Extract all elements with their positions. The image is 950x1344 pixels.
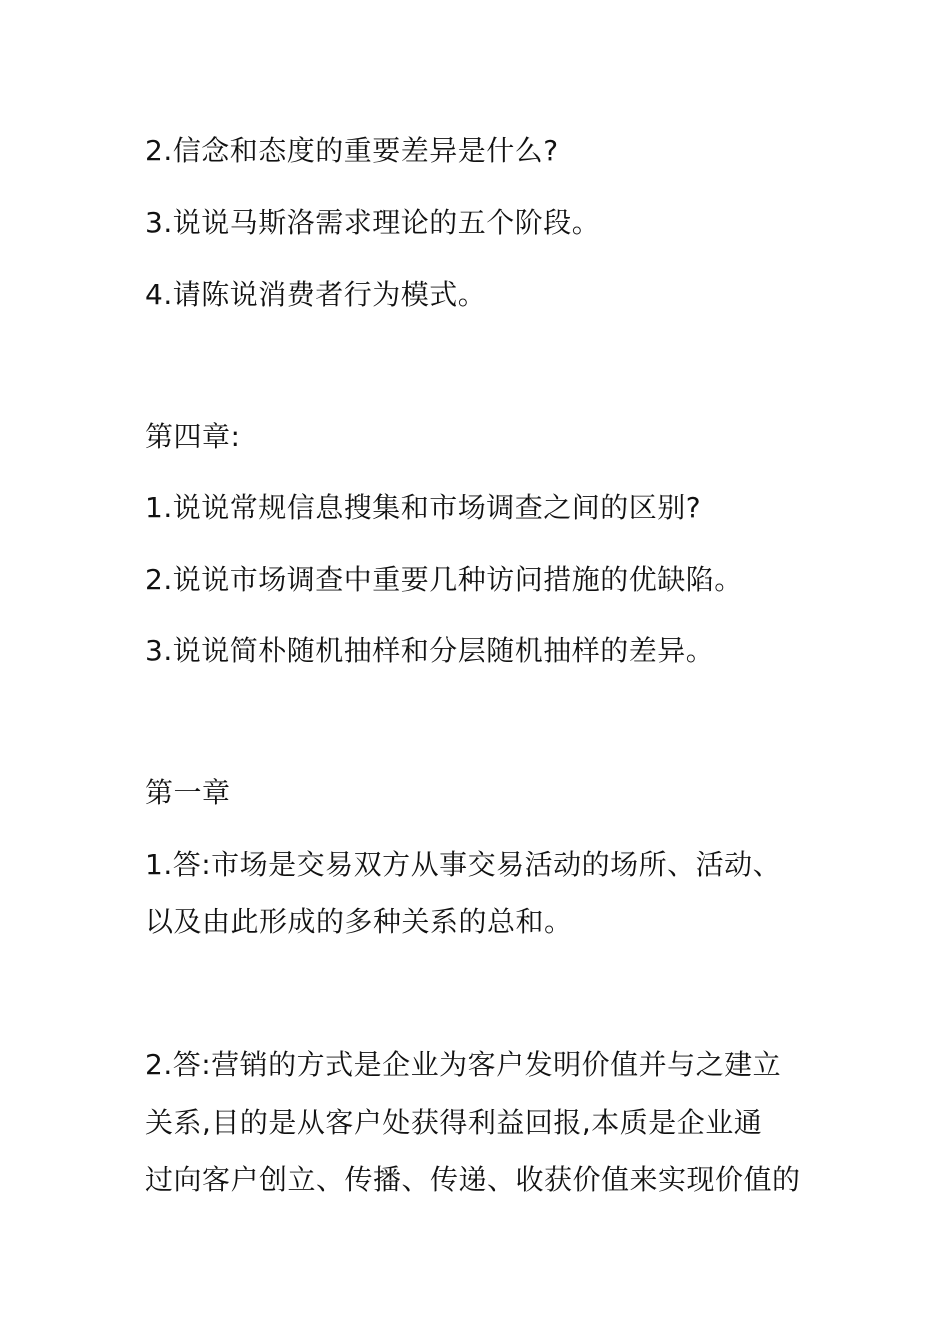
- answer-line: 关系,目的是从客户处获得利益回报,本质是企业通: [145, 1106, 763, 1139]
- question-line: 1.说说常规信息搜集和市场调查之间的区别?: [145, 491, 702, 524]
- question-line: 3.说说简朴随机抽样和分层随机抽样的差异。: [145, 634, 715, 667]
- answer-line: 以及由此形成的多种关系的总和。: [145, 905, 573, 938]
- question-line: 2.说说市场调查中重要几种访问措施的优缺陷。: [145, 563, 743, 596]
- answer-line: 1.答:市场是交易双方从事交易活动的场所、活动、: [145, 848, 782, 881]
- chapter-heading: 第一章: [145, 776, 231, 809]
- answer-line: 2.答:营销的方式是企业为客户发明价值并与之建立: [145, 1048, 782, 1081]
- question-line: 4.请陈说消费者行为模式。: [145, 278, 487, 311]
- chapter-heading: 第四章:: [145, 420, 241, 453]
- answer-line: 过向客户创立、传播、传递、收获价值来实现价值的: [145, 1163, 801, 1196]
- question-line: 3.说说马斯洛需求理论的五个阶段。: [145, 206, 601, 239]
- question-line: 2.信念和态度的重要差异是什么?: [145, 134, 559, 167]
